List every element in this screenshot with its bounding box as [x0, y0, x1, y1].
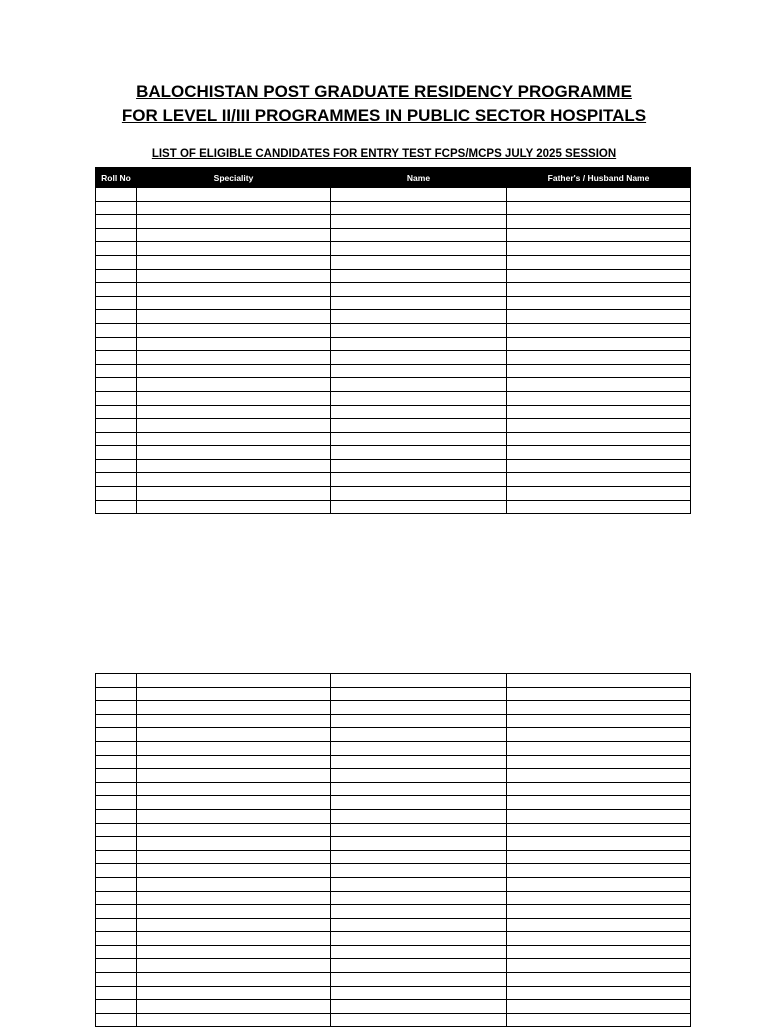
name-cell — [331, 741, 507, 755]
name-cell — [331, 228, 507, 242]
father-husband-name-cell — [507, 487, 691, 501]
speciality-cell — [137, 714, 331, 728]
table-row — [96, 405, 691, 419]
name-cell — [331, 188, 507, 202]
table-row — [96, 891, 691, 905]
speciality-cell — [137, 741, 331, 755]
father-husband-name-cell — [507, 269, 691, 283]
table-row — [96, 215, 691, 229]
candidates-table-continued-body — [96, 674, 691, 1027]
table-row — [96, 255, 691, 269]
roll-no-cell — [96, 391, 137, 405]
father-husband-name-cell — [507, 701, 691, 715]
table-row — [96, 1013, 691, 1027]
speciality-cell — [137, 959, 331, 973]
table-row — [96, 932, 691, 946]
table-row — [96, 796, 691, 810]
speciality-cell — [137, 877, 331, 891]
speciality-cell — [137, 378, 331, 392]
roll-no-cell — [96, 674, 137, 688]
father-husband-name-cell — [507, 378, 691, 392]
father-husband-name-cell — [507, 973, 691, 987]
father-husband-name-cell — [507, 1013, 691, 1027]
roll-no-cell — [96, 432, 137, 446]
speciality-cell — [137, 269, 331, 283]
father-husband-name-cell — [507, 500, 691, 514]
roll-no-cell — [96, 364, 137, 378]
table-row — [96, 809, 691, 823]
father-husband-name-cell — [507, 918, 691, 932]
table-row — [96, 487, 691, 501]
speciality-cell — [137, 728, 331, 742]
table-row — [96, 728, 691, 742]
table-row — [96, 473, 691, 487]
column-header-name: Name — [331, 168, 507, 188]
father-husband-name-cell — [507, 364, 691, 378]
table-row — [96, 228, 691, 242]
roll-no-cell — [96, 986, 137, 1000]
name-cell — [331, 459, 507, 473]
name-cell — [331, 986, 507, 1000]
table-row — [96, 945, 691, 959]
speciality-cell — [137, 188, 331, 202]
name-cell — [331, 215, 507, 229]
name-cell — [331, 446, 507, 460]
father-husband-name-cell — [507, 823, 691, 837]
father-husband-name-cell — [507, 446, 691, 460]
roll-no-cell — [96, 446, 137, 460]
speciality-cell — [137, 391, 331, 405]
speciality-cell — [137, 201, 331, 215]
father-husband-name-cell — [507, 986, 691, 1000]
father-husband-name-cell — [507, 296, 691, 310]
father-husband-name-cell — [507, 714, 691, 728]
speciality-cell — [137, 823, 331, 837]
table-row — [96, 850, 691, 864]
column-header-father-husband-name: Father's / Husband Name — [507, 168, 691, 188]
name-cell — [331, 310, 507, 324]
roll-no-cell — [96, 188, 137, 202]
speciality-cell — [137, 473, 331, 487]
name-cell — [331, 351, 507, 365]
document-title-line-1: BALOCHISTAN POST GRADUATE RESIDENCY PROGRAMME — [136, 82, 632, 101]
roll-no-cell — [96, 201, 137, 215]
speciality-cell — [137, 769, 331, 783]
speciality-cell — [137, 918, 331, 932]
father-husband-name-cell — [507, 283, 691, 297]
name-cell — [331, 391, 507, 405]
name-cell — [331, 945, 507, 959]
speciality-cell — [137, 364, 331, 378]
father-husband-name-cell — [507, 850, 691, 864]
table-row — [96, 701, 691, 715]
speciality-cell — [137, 337, 331, 351]
speciality-cell — [137, 837, 331, 851]
father-husband-name-cell — [507, 310, 691, 324]
column-header-roll-no: Roll No — [96, 168, 137, 188]
name-cell — [331, 242, 507, 256]
roll-no-cell — [96, 1000, 137, 1014]
speciality-cell — [137, 674, 331, 688]
father-husband-name-cell — [507, 809, 691, 823]
table-header-row — [96, 168, 691, 188]
speciality-cell — [137, 973, 331, 987]
father-husband-name-cell — [507, 905, 691, 919]
father-husband-name-cell — [507, 741, 691, 755]
table-row — [96, 269, 691, 283]
name-cell — [331, 364, 507, 378]
table-row — [96, 905, 691, 919]
table-row — [96, 674, 691, 688]
father-husband-name-cell — [507, 242, 691, 256]
name-cell — [331, 687, 507, 701]
roll-no-cell — [96, 945, 137, 959]
name-cell — [331, 378, 507, 392]
father-husband-name-cell — [507, 228, 691, 242]
roll-no-cell — [96, 877, 137, 891]
roll-no-cell — [96, 351, 137, 365]
table-row — [96, 419, 691, 433]
speciality-cell — [137, 419, 331, 433]
table-row — [96, 918, 691, 932]
speciality-cell — [137, 945, 331, 959]
name-cell — [331, 487, 507, 501]
speciality-cell — [137, 487, 331, 501]
roll-no-cell — [96, 864, 137, 878]
table-row — [96, 1000, 691, 1014]
table-row — [96, 446, 691, 460]
table-row — [96, 188, 691, 202]
father-husband-name-cell — [507, 188, 691, 202]
name-cell — [331, 905, 507, 919]
roll-no-cell — [96, 310, 137, 324]
speciality-cell — [137, 755, 331, 769]
name-cell — [331, 714, 507, 728]
name-cell — [331, 201, 507, 215]
roll-no-cell — [96, 323, 137, 337]
table-row — [96, 877, 691, 891]
table-row — [96, 459, 691, 473]
table-row — [96, 283, 691, 297]
roll-no-cell — [96, 296, 137, 310]
father-husband-name-cell — [507, 864, 691, 878]
speciality-cell — [137, 296, 331, 310]
roll-no-cell — [96, 932, 137, 946]
name-cell — [331, 1000, 507, 1014]
table-row — [96, 500, 691, 514]
roll-no-cell — [96, 728, 137, 742]
table-row — [96, 741, 691, 755]
candidates-table — [95, 167, 691, 514]
name-cell — [331, 419, 507, 433]
document-title-line-2: FOR LEVEL II/III PROGRAMMES IN PUBLIC SECTOR HOSPITALS — [121, 106, 647, 125]
father-husband-name-cell — [507, 405, 691, 419]
father-husband-name-cell — [507, 755, 691, 769]
roll-no-cell — [96, 905, 137, 919]
roll-no-cell — [96, 796, 137, 810]
name-cell — [331, 255, 507, 269]
speciality-cell — [137, 687, 331, 701]
table-row — [96, 364, 691, 378]
speciality-cell — [137, 891, 331, 905]
roll-no-cell — [96, 959, 137, 973]
table-row — [96, 351, 691, 365]
table-row — [96, 714, 691, 728]
table-row — [96, 432, 691, 446]
roll-no-cell — [96, 255, 137, 269]
column-header-speciality: Speciality — [137, 168, 331, 188]
name-cell — [331, 296, 507, 310]
table-row — [96, 837, 691, 851]
table-row — [96, 687, 691, 701]
father-husband-name-cell — [507, 473, 691, 487]
roll-no-cell — [96, 283, 137, 297]
name-cell — [331, 755, 507, 769]
roll-no-cell — [96, 701, 137, 715]
roll-no-cell — [96, 741, 137, 755]
roll-no-cell — [96, 687, 137, 701]
roll-no-cell — [96, 269, 137, 283]
speciality-cell — [137, 809, 331, 823]
father-husband-name-cell — [507, 215, 691, 229]
speciality-cell — [137, 405, 331, 419]
father-husband-name-cell — [507, 419, 691, 433]
father-husband-name-cell — [507, 728, 691, 742]
speciality-cell — [137, 459, 331, 473]
speciality-cell — [137, 905, 331, 919]
name-cell — [331, 269, 507, 283]
table-row — [96, 378, 691, 392]
name-cell — [331, 918, 507, 932]
table-row — [96, 242, 691, 256]
speciality-cell — [137, 1013, 331, 1027]
father-husband-name-cell — [507, 1000, 691, 1014]
roll-no-cell — [96, 850, 137, 864]
roll-no-cell — [96, 837, 137, 851]
table-row — [96, 864, 691, 878]
name-cell — [331, 701, 507, 715]
name-cell — [331, 323, 507, 337]
name-cell — [331, 405, 507, 419]
father-husband-name-cell — [507, 337, 691, 351]
table-row — [96, 823, 691, 837]
father-husband-name-cell — [507, 459, 691, 473]
father-husband-name-cell — [507, 687, 691, 701]
speciality-cell — [137, 932, 331, 946]
name-cell — [331, 837, 507, 851]
speciality-cell — [137, 351, 331, 365]
name-cell — [331, 432, 507, 446]
name-cell — [331, 877, 507, 891]
table-row — [96, 973, 691, 987]
roll-no-cell — [96, 459, 137, 473]
father-husband-name-cell — [507, 201, 691, 215]
candidates-table-body — [96, 188, 691, 514]
father-husband-name-cell — [507, 959, 691, 973]
roll-no-cell — [96, 714, 137, 728]
father-husband-name-cell — [507, 255, 691, 269]
father-husband-name-cell — [507, 837, 691, 851]
name-cell — [331, 973, 507, 987]
roll-no-cell — [96, 405, 137, 419]
father-husband-name-cell — [507, 391, 691, 405]
father-husband-name-cell — [507, 945, 691, 959]
speciality-cell — [137, 986, 331, 1000]
name-cell — [331, 769, 507, 783]
speciality-cell — [137, 283, 331, 297]
father-husband-name-cell — [507, 432, 691, 446]
roll-no-cell — [96, 891, 137, 905]
roll-no-cell — [96, 500, 137, 514]
roll-no-cell — [96, 823, 137, 837]
roll-no-cell — [96, 973, 137, 987]
speciality-cell — [137, 242, 331, 256]
father-husband-name-cell — [507, 351, 691, 365]
table-row — [96, 310, 691, 324]
speciality-cell — [137, 310, 331, 324]
roll-no-cell — [96, 487, 137, 501]
roll-no-cell — [96, 809, 137, 823]
name-cell — [331, 728, 507, 742]
name-cell — [331, 500, 507, 514]
name-cell — [331, 891, 507, 905]
roll-no-cell — [96, 1013, 137, 1027]
name-cell — [331, 674, 507, 688]
name-cell — [331, 283, 507, 297]
speciality-cell — [137, 864, 331, 878]
father-husband-name-cell — [507, 323, 691, 337]
name-cell — [331, 1013, 507, 1027]
name-cell — [331, 850, 507, 864]
speciality-cell — [137, 850, 331, 864]
speciality-cell — [137, 228, 331, 242]
roll-no-cell — [96, 782, 137, 796]
father-husband-name-cell — [507, 674, 691, 688]
document-subtitle: LIST OF ELIGIBLE CANDIDATES FOR ENTRY TEST FCPS/MCPS JULY 2025 SESSION — [151, 148, 617, 160]
name-cell — [331, 823, 507, 837]
speciality-cell — [137, 432, 331, 446]
name-cell — [331, 932, 507, 946]
roll-no-cell — [96, 228, 137, 242]
roll-no-cell — [96, 769, 137, 783]
roll-no-cell — [96, 242, 137, 256]
father-husband-name-cell — [507, 932, 691, 946]
speciality-cell — [137, 782, 331, 796]
table-row — [96, 959, 691, 973]
roll-no-cell — [96, 378, 137, 392]
table-row — [96, 769, 691, 783]
name-cell — [331, 864, 507, 878]
roll-no-cell — [96, 337, 137, 351]
table-row — [96, 323, 691, 337]
name-cell — [331, 337, 507, 351]
table-row — [96, 337, 691, 351]
roll-no-cell — [96, 215, 137, 229]
name-cell — [331, 809, 507, 823]
name-cell — [331, 782, 507, 796]
candidates-table-continued — [95, 673, 691, 1027]
table-row — [96, 986, 691, 1000]
roll-no-cell — [96, 419, 137, 433]
father-husband-name-cell — [507, 877, 691, 891]
roll-no-cell — [96, 755, 137, 769]
speciality-cell — [137, 255, 331, 269]
name-cell — [331, 473, 507, 487]
father-husband-name-cell — [507, 796, 691, 810]
table-row — [96, 755, 691, 769]
speciality-cell — [137, 323, 331, 337]
speciality-cell — [137, 215, 331, 229]
speciality-cell — [137, 701, 331, 715]
name-cell — [331, 959, 507, 973]
speciality-cell — [137, 446, 331, 460]
table-row — [96, 782, 691, 796]
table-row — [96, 391, 691, 405]
speciality-cell — [137, 1000, 331, 1014]
roll-no-cell — [96, 473, 137, 487]
father-husband-name-cell — [507, 769, 691, 783]
father-husband-name-cell — [507, 782, 691, 796]
speciality-cell — [137, 796, 331, 810]
table-row — [96, 201, 691, 215]
name-cell — [331, 796, 507, 810]
speciality-cell — [137, 500, 331, 514]
table-row — [96, 296, 691, 310]
roll-no-cell — [96, 918, 137, 932]
father-husband-name-cell — [507, 891, 691, 905]
